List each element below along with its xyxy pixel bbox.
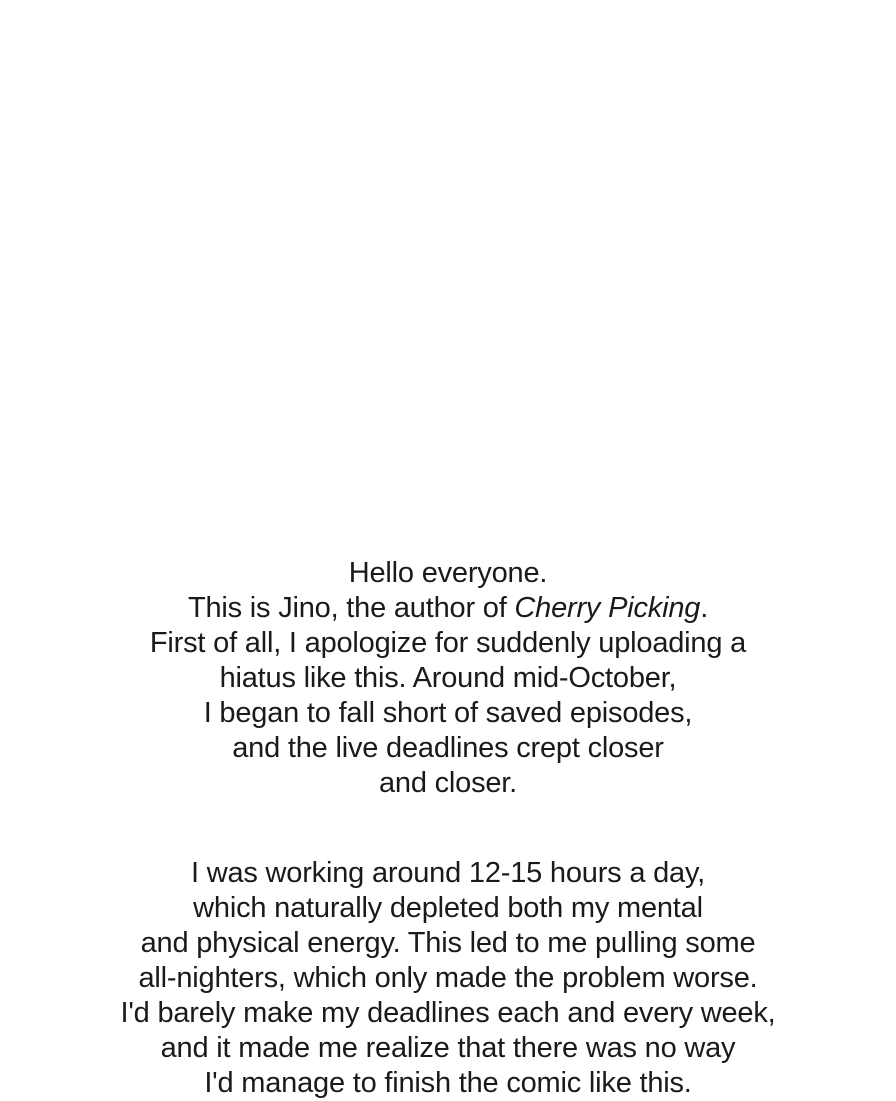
text-line: all-nighters, which only made the problem worse. [138,962,758,994]
series-title: Cherry Picking [514,592,701,624]
text-line: First of all, I apologize for suddenly uploading a [149,627,747,659]
text-line: Hello everyone. [348,557,548,589]
text-fragment: This is Jino, the author of [187,592,515,624]
text-fragment: . [700,592,709,624]
text-line: hiatus like this. Around mid-October, [219,662,677,694]
text-line: and it made me realize that there was no way [160,1032,736,1064]
hiatus-note-paragraph-1 [0,556,896,801]
text-line: and the live deadlines crept closer [232,732,664,764]
hiatus-note-paragraph-2 [0,856,896,1101]
text-line: I'd barely make my deadlines each and every week, [120,997,776,1029]
text-line: and closer. [378,767,518,799]
text-line: I'd manage to finish the comic like this. [204,1067,692,1099]
text-line-author-intro [0,591,896,626]
text-line: which naturally depleted both my mental [193,892,703,924]
text-line: I was working around 12-15 hours a day, [191,857,705,889]
text-line: I began to fall short of saved episodes, [203,697,693,729]
text-line: and physical energy. This led to me pulling some [140,927,756,959]
